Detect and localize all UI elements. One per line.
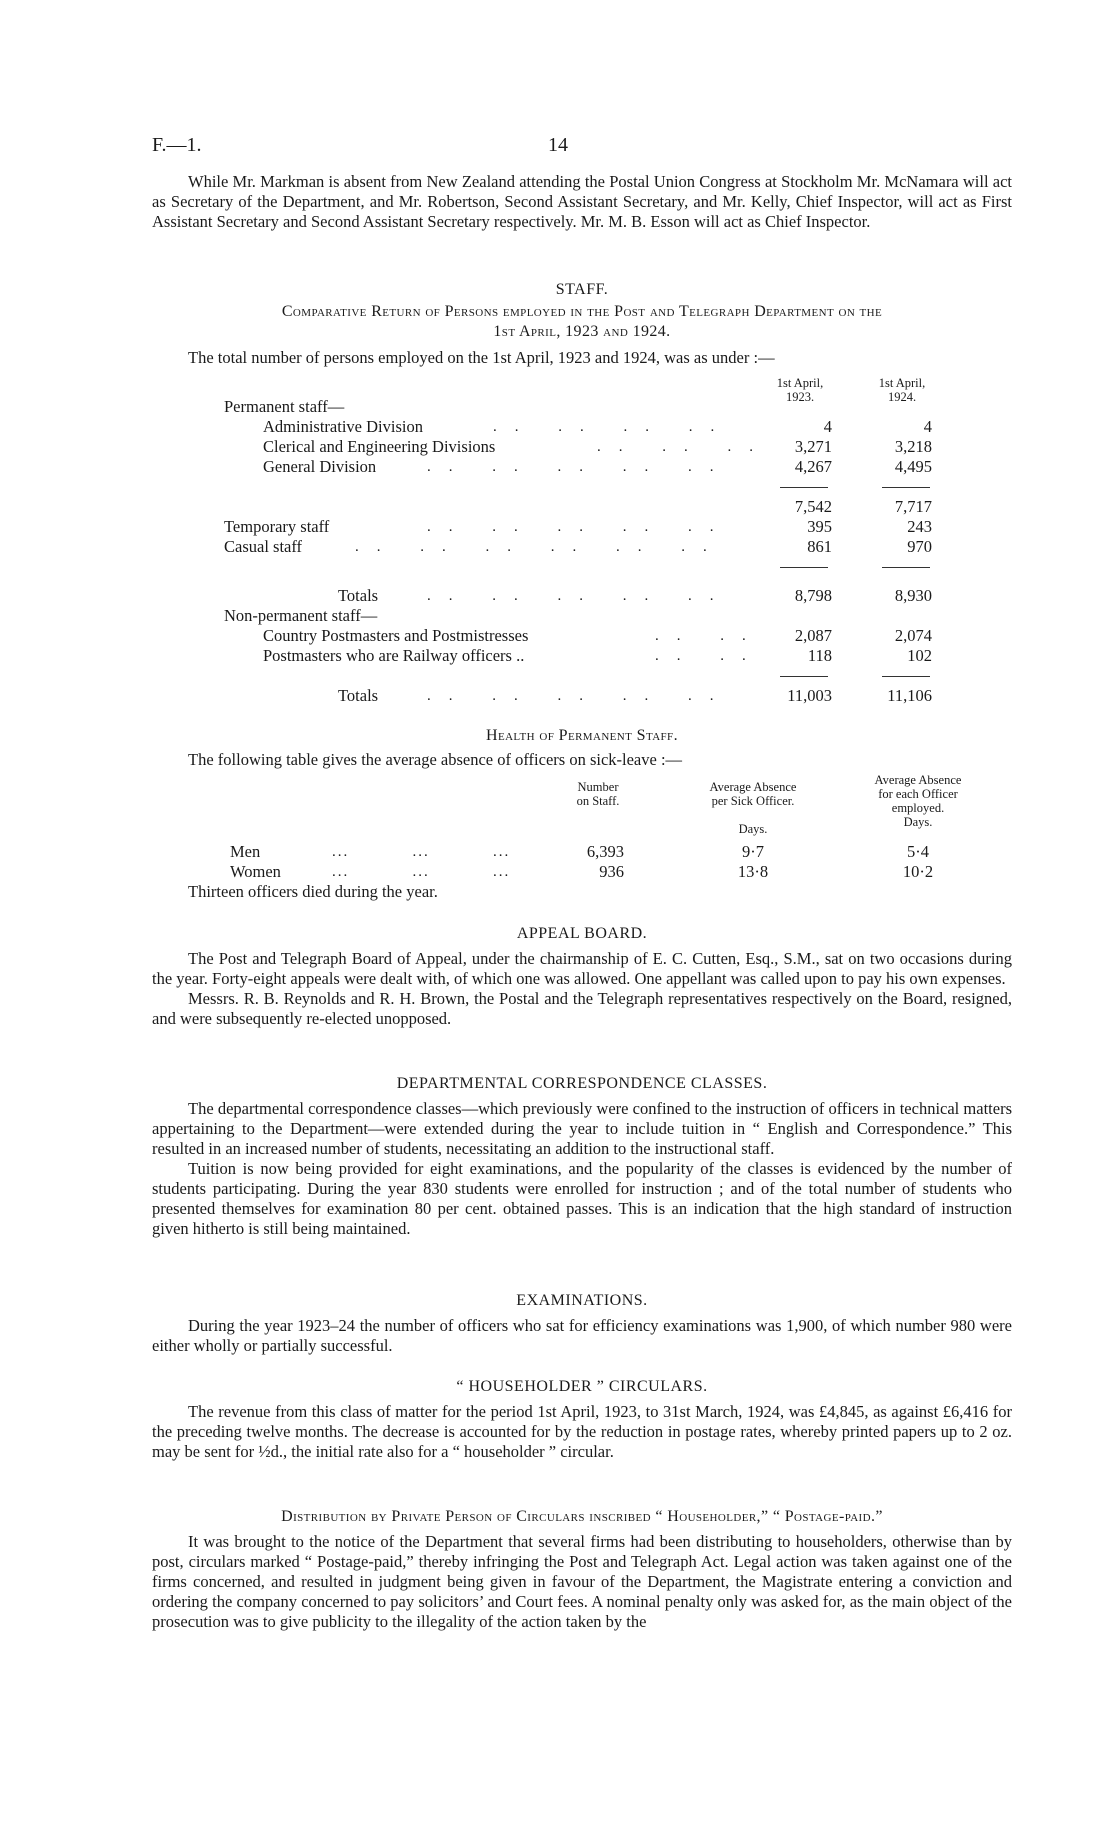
distribution-paragraph: It was brought to the notice of the Department that several firms had been distributing to householders, otherwise than by post, circulars marked “ Postage-paid,” thereby infringing the Post and Telegraph Act. Legal action was taken against one of the firms concerned, and resulted in judgment being given in favour of the Department, the Magistrate entering a conviction and ordering the company concerned to pay solicitors’ and Court fees. A nominal penalty only was asked for, as the main object of the prosecution was to give publicity to the illegality of the action taken by the — [152, 1532, 1012, 1631]
staff-col-1924-head-line2: 1924. — [887, 390, 917, 404]
staff-total-1923: 8,798 — [794, 586, 832, 605]
health-intro: The following table gives the average absence of officers on sick-leave :— — [188, 750, 683, 769]
health-col-avg-each-line3: employed. — [891, 801, 945, 815]
staff-subheading-line2: 1st April, 1923 and 1924. — [493, 323, 671, 340]
staff-row-label: General Division — [263, 457, 377, 476]
staff-subtotal-1923: 7,542 — [794, 497, 832, 516]
sum-rule — [882, 676, 930, 677]
staff-value-1924: 3,218 — [894, 437, 932, 456]
staff-totals-label: Totals — [338, 586, 379, 605]
staff-col-1923-head-line1: 1st April, — [776, 376, 824, 390]
grand-total-1924: 11,106 — [887, 686, 932, 705]
staff-row-label: Postmasters who are Railway officers .. — [263, 646, 525, 665]
staff-col-1923-head-line2: 1923. — [785, 390, 815, 404]
examinations-paragraph: During the year 1923–24 the number of officers who sat for efficiency examinations was 1,900, of which number 980 were either wholly or partially successful. — [152, 1316, 1012, 1355]
correspondence-paragraph: Tuition is now being provided for eight examinations, and the popularity of the classes is evidenced by the number of students participating. During the year 830 students were enrolled for instruction ; and of the total number of students who presented themselves for examination 80 per cent. obtained passes. This is an indication that the high standard of instruction given hitherto is still being maintained. — [152, 1159, 1012, 1238]
grand-total-1923: 11,003 — [787, 686, 832, 705]
health-avg-sick: 13·8 — [737, 862, 769, 881]
nonperm-totals-label: Totals — [338, 686, 379, 705]
staff-total-1924: 8,930 — [894, 586, 932, 605]
intro-paragraph-text: While Mr. Markman is absent from New Zealand attending the Postal Union Congress at Stockholm Mr. McNamara will act as Secretary of the Department, and Mr. Robertson, Second Assistant Secretary, and Mr. Kelly, Chief Inspector, will act as First Assistant Secretary and Second Assistant Secretary respectively. Mr. M. B. Esson will act as Chief Inspector. — [152, 172, 1012, 231]
health-col-number-line1: Number — [577, 780, 619, 794]
health-number: 6,393 — [586, 842, 624, 861]
health-avg-each: 10·2 — [902, 862, 934, 881]
examinations-heading: EXAMINATIONS. — [516, 1292, 648, 1309]
leader-dots: .. .. .. .. .. — [427, 588, 732, 604]
health-col-avg-sick-line2: per Sick Officer. — [711, 794, 795, 808]
staff-value-1924: 4,495 — [894, 457, 932, 476]
staff-subtotal-1924: 7,717 — [894, 497, 932, 516]
leader-dots: .. .. .. .. .. — [427, 459, 732, 475]
staff-value-1923: 4 — [823, 417, 832, 436]
leader-dots: .. .. — [655, 628, 764, 644]
staff-value-1924: 102 — [907, 646, 932, 665]
health-col-avg-each-days: Days. — [903, 815, 933, 829]
staff-value-1924: 970 — [907, 537, 932, 556]
correspondence-paragraph: The departmental correspondence classes—which previously were confined to the instruction of officers in technical matters appertaining to the Department—were extended during the year to include tuition in “ English and Correspondence.” This resulted in an increased number of students, necessitating an addition to the instructional staff. — [152, 1099, 1012, 1158]
health-avg-each: 5·4 — [907, 842, 929, 861]
examinations-body — [152, 1316, 1012, 1356]
health-col-avg-sick-days: Days. — [738, 822, 768, 836]
householder-heading: “ HOUSEHOLDER ” CIRCULARS. — [456, 1378, 708, 1395]
page-number: 14 — [548, 134, 568, 156]
staff-col-1924-head — [862, 376, 942, 404]
leader-dots: .. .. .. .. .. — [427, 688, 732, 704]
appeal-paragraph: The Post and Telegraph Board of Appeal, under the chairmanship of E. C. Cutten, Esq., S.M., sat on two occasions during the year. Forty-eight appeals were dealt with, of which one was allowed. One appellant was called upon to pay his own expenses. — [152, 949, 1012, 988]
appeal-paragraph: Messrs. R. B. Reynolds and R. H. Brown, the Postal and the Telegraph representatives respectively on the Board, resigned, and were subsequently re-elected unopposed. — [152, 989, 1012, 1028]
correspondence-body — [152, 1099, 1012, 1239]
staff-row-label: Permanent staff— — [224, 397, 345, 416]
sum-rule — [780, 676, 828, 677]
sum-rule — [780, 487, 828, 488]
correspondence-heading: DEPARTMENTAL CORRESPONDENCE CLASSES. — [396, 1075, 768, 1092]
sum-rule — [780, 567, 828, 568]
staff-row-label: Country Postmasters and Postmistresses — [263, 626, 529, 645]
staff-row-label: Administrative Division — [263, 417, 423, 436]
health-col-avg-sick-head — [678, 780, 828, 808]
health-col-number-head — [548, 780, 648, 808]
staff-value-1923: 118 — [807, 646, 832, 665]
leader-dots: .. .. .. .. — [493, 419, 733, 435]
document-reference: F.—1. — [152, 134, 202, 156]
staff-value-1923: 2,087 — [794, 626, 832, 645]
staff-value-1923: 861 — [807, 537, 832, 556]
sum-rule — [882, 487, 930, 488]
health-note: Thirteen officers died during the year. — [188, 882, 438, 901]
staff-row-label: Clerical and Engineering Divisions — [263, 437, 496, 456]
staff-row-label: Casual staff — [224, 537, 303, 556]
distribution-body — [152, 1532, 1012, 1632]
householder-paragraph: The revenue from this class of matter for the period 1st April, 1923, to 31st March, 1924, was £4,845, as against £6,416 for the preceding twelve months. The decrease is accounted for by the reduction in postage rates, whereby printed papers up to 2 oz. may be sent for ½d., the initial rate also for a “ householder ” circular. — [152, 1402, 1012, 1461]
health-col-number-line2: on Staff. — [576, 794, 620, 808]
health-col-avg-sick-line1: Average Absence — [709, 780, 797, 794]
staff-value-1923: 4,267 — [794, 457, 832, 476]
appeal-body — [152, 949, 1012, 1029]
health-row-label: Men — [230, 842, 261, 861]
health-number: 936 — [599, 862, 624, 881]
staff-col-1923-head — [760, 376, 840, 404]
appeal-heading: APPEAL BOARD. — [516, 925, 648, 942]
staff-heading: STAFF. — [555, 281, 609, 298]
staff-intro: The total number of persons employed on the 1st April, 1923 and 1924, was as under :— — [188, 348, 775, 367]
distribution-heading: Distribution by Private Person of Circulars inscribed “ Householder,” “ Postage-paid.” — [281, 1508, 883, 1525]
leader-dots: .. .. — [655, 648, 764, 664]
intro-paragraph — [152, 172, 1012, 232]
leader-dots: .. .. .. .. .. — [427, 519, 732, 535]
staff-value-1924: 2,074 — [894, 626, 932, 645]
leader-dots: .. .. .. .. .. .. — [355, 539, 725, 555]
staff-row-label: Non-permanent staff— — [224, 606, 378, 625]
health-col-avg-each-line2: for each Officer — [878, 787, 958, 801]
sum-rule — [882, 567, 930, 568]
staff-col-1924-head-line1: 1st April, — [878, 376, 926, 390]
staff-value-1923: 395 — [807, 517, 832, 536]
householder-body — [152, 1402, 1012, 1462]
staff-value-1923: 3,271 — [794, 437, 832, 456]
leader-dots: .. .. .. — [597, 439, 771, 455]
health-avg-sick: 9·7 — [742, 842, 764, 861]
staff-subheading-line1: Comparative Return of Persons employed in the Post and Telegraph Department on the — [281, 303, 883, 320]
health-row-label: Women — [230, 862, 281, 881]
leader-dots: ... ... ... — [332, 864, 511, 880]
staff-value-1924: 4 — [923, 417, 932, 436]
health-col-avg-each-line1: Average Absence — [874, 773, 962, 787]
health-heading: Health of Permanent Staff. — [486, 727, 678, 744]
staff-row-label: Temporary staff — [224, 517, 330, 536]
staff-value-1924: 243 — [907, 517, 932, 536]
health-col-avg-each-head — [848, 773, 988, 829]
leader-dots: ... ... ... — [332, 844, 511, 860]
